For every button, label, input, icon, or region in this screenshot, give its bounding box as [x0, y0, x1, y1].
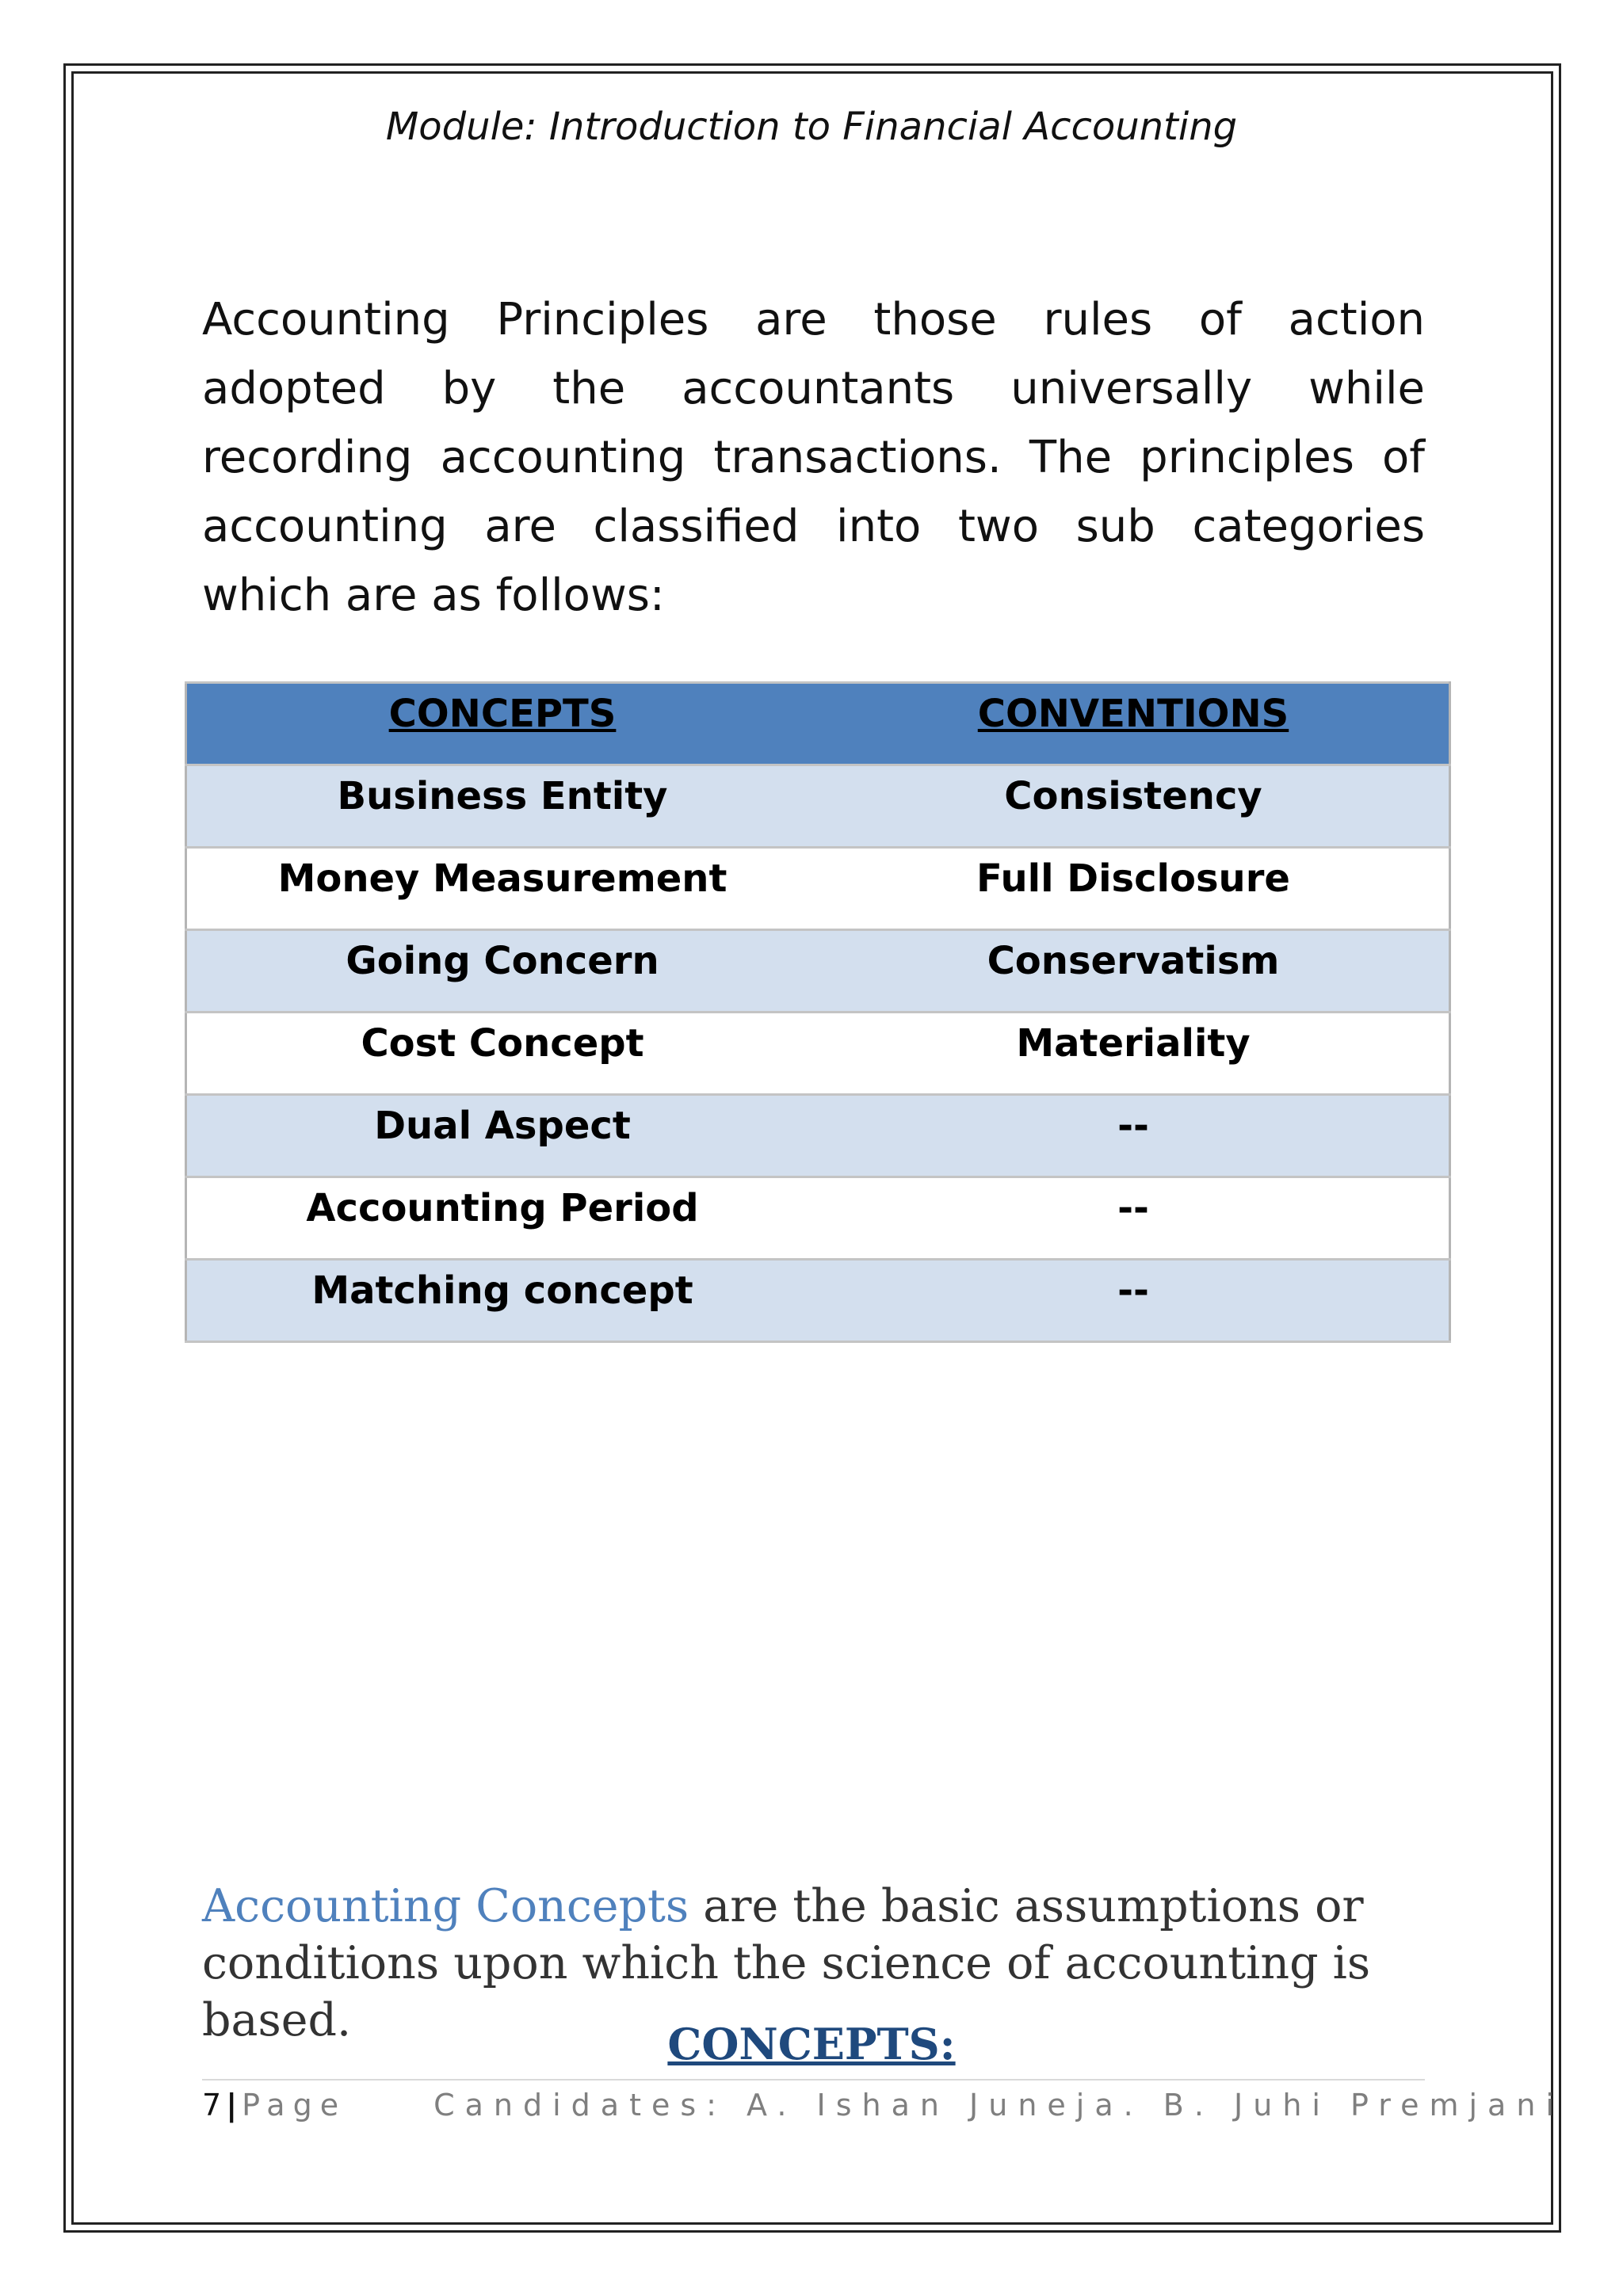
section-heading-concepts: CONCEPTS:	[667, 2019, 956, 2069]
concept-cell: Business Entity	[186, 765, 819, 848]
table-row	[186, 930, 1450, 1013]
table-row	[186, 765, 1450, 848]
concepts-term: Accounting Concepts	[202, 1880, 689, 1932]
convention-cell: --	[818, 1095, 1450, 1177]
table-row	[186, 848, 1450, 930]
table-row	[186, 1095, 1450, 1177]
concept-cell: Money Measurement	[186, 848, 819, 930]
concept-cell: Cost Concept	[186, 1013, 819, 1095]
convention-cell: Materiality	[818, 1013, 1450, 1095]
concepts-definition-text: are the basic assumptions or conditions upon which the science of accounting is based.	[202, 1880, 1371, 2046]
table-row	[186, 1260, 1450, 1342]
convention-cell: --	[818, 1177, 1450, 1260]
table-header-row	[186, 683, 1450, 765]
table-row	[186, 1013, 1450, 1095]
intro-paragraph: Accounting Principles are those rules of action adopted by the accountants universally while recording accounting transactions. The principles of accounting are classified into two sub categories which are as follows:	[202, 294, 1425, 621]
principles-table	[185, 681, 1451, 1343]
concept-cell: Matching concept	[186, 1260, 819, 1342]
candidates-line: Candidates: A. Ishan Juneja. B. Juhi Premjani	[433, 2088, 1564, 2122]
page-number: 7	[202, 2088, 222, 2122]
header-concepts: CONCEPTS	[186, 683, 819, 765]
footer-divider	[202, 2079, 1425, 2081]
concept-cell: Accounting Period	[186, 1177, 819, 1260]
page-footer	[202, 2088, 1564, 2122]
table-row	[186, 1177, 1450, 1260]
convention-cell: Full Disclosure	[818, 848, 1450, 930]
module-header: Module: Introduction to Financial Accounting	[385, 105, 1238, 149]
convention-cell: Consistency	[818, 765, 1450, 848]
header-conventions: CONVENTIONS	[818, 683, 1450, 765]
concept-cell: Dual Aspect	[186, 1095, 819, 1177]
footer-separator: |	[226, 2088, 238, 2122]
convention-cell: Conservatism	[818, 930, 1450, 1013]
convention-cell: --	[818, 1260, 1450, 1342]
concept-cell: Going Concern	[186, 930, 819, 1013]
page-label: Page	[242, 2088, 347, 2122]
